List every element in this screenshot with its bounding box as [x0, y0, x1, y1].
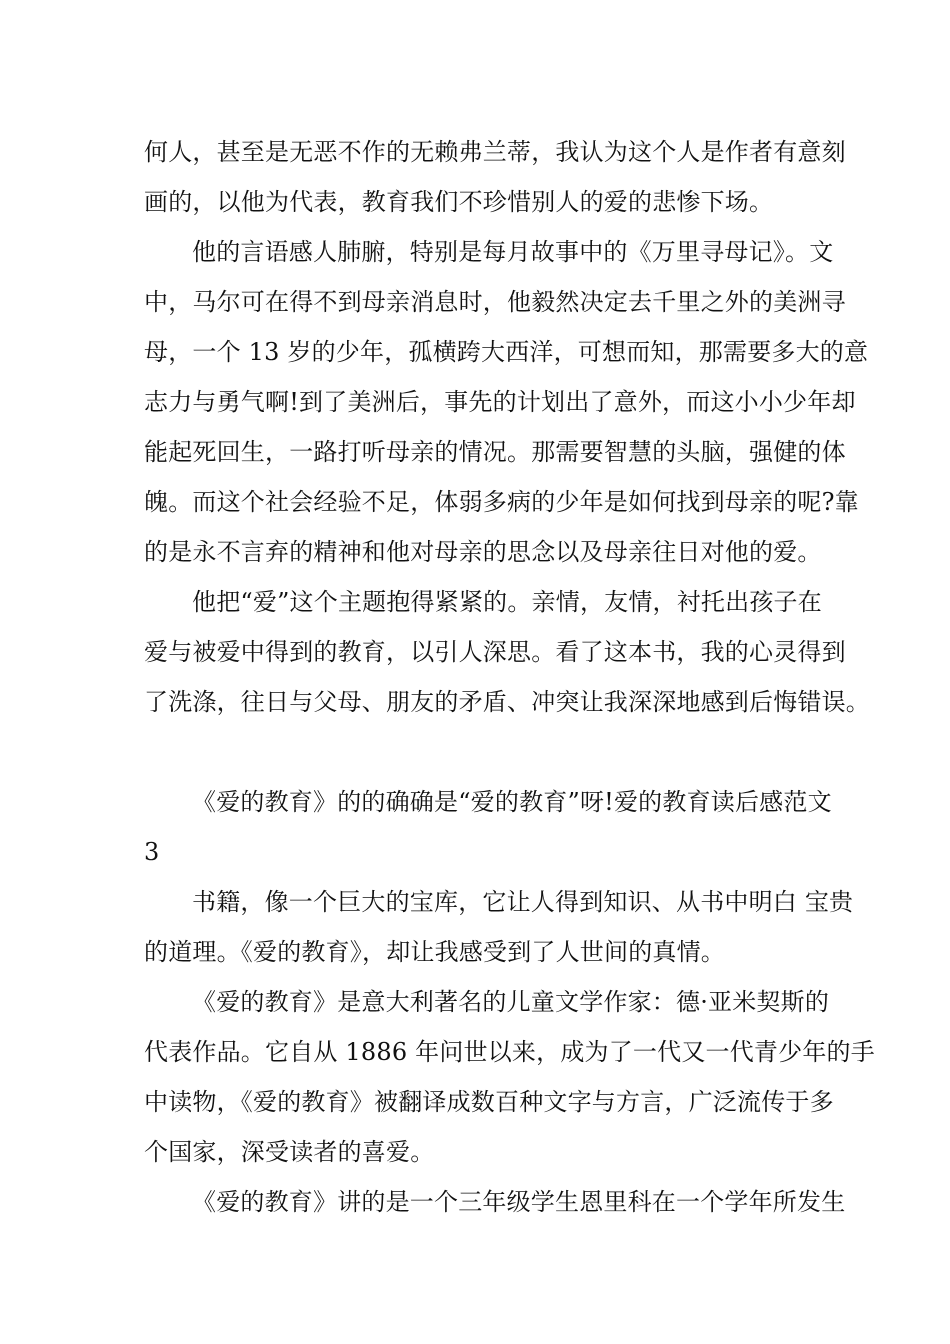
text-line: 志力与勇气啊!到了美洲后，事先的计划出了意外，而这小小少年却: [144, 388, 856, 416]
text-line: 魄。而这个社会经验不足，体弱多病的少年是如何找到母亲的呢?靠: [144, 488, 859, 516]
text-line: 个国家，深受读者的喜爱。: [144, 1138, 435, 1166]
text-line: 中读物，《爱的教育》被翻译成数百种文字与方言，广泛流传于多: [144, 1088, 834, 1116]
text-line: 的是永不言弃的精神和他对母亲的思念以及母亲往日对他的爱。: [144, 538, 822, 566]
text-line: 他的言语感人肺腑，特别是每月故事中的《万里寻母记》。文: [192, 238, 834, 266]
text-line: 爱与被爱中得到的教育，以引人深思。看了这本书，我的心灵得到: [144, 638, 846, 666]
text-line: 中，马尔可在得不到母亲消息时，他毅然决定去千里之外的美洲寻: [144, 288, 846, 316]
text-line: 画的，以他为代表，教育我们不珍惜别人的爱的悲惨下场。: [144, 188, 774, 216]
text-line: 他把“爱”这个主题抱得紧紧的。亲情，友情，衬托出孩子在: [192, 588, 822, 616]
text-line: 《爱的教育》是意大利著名的儿童文学作家：德·亚米契斯的: [192, 988, 830, 1016]
text-line: 书籍，像一个巨大的宝库，它让人得到知识、从书中明白 宝贵: [192, 888, 854, 916]
text-line: 《爱的教育》讲的是一个三年级学生恩里科在一个学年所发生: [192, 1188, 846, 1216]
text-line: 能起死回生，一路打听母亲的情况。那需要智慧的头脑，强健的体: [144, 438, 846, 466]
text-line: 母，一个 13 岁的少年，孤横跨大西洋，可想而知，那需要多大的意: [144, 338, 869, 366]
text-line: 代表作品。它自从 1886 年问世以来，成为了一代又一代青少年的手: [144, 1038, 875, 1066]
text-line: 何人，甚至是无恶不作的无赖弗兰蒂，我认为这个人是作者有意刻: [144, 138, 846, 166]
heading-line: 《爱的教育》的的确确是“爱的教育”呀!爱的教育读后感范文: [192, 788, 832, 816]
text-line: 的道理。《爱的教育》，却让我感受到了人世间的真情。: [144, 938, 725, 966]
heading-line: 3: [144, 838, 160, 866]
text-line: 了洗涤，往日与父母、朋友的矛盾、冲突让我深深地感到后悔错误。: [144, 688, 870, 716]
